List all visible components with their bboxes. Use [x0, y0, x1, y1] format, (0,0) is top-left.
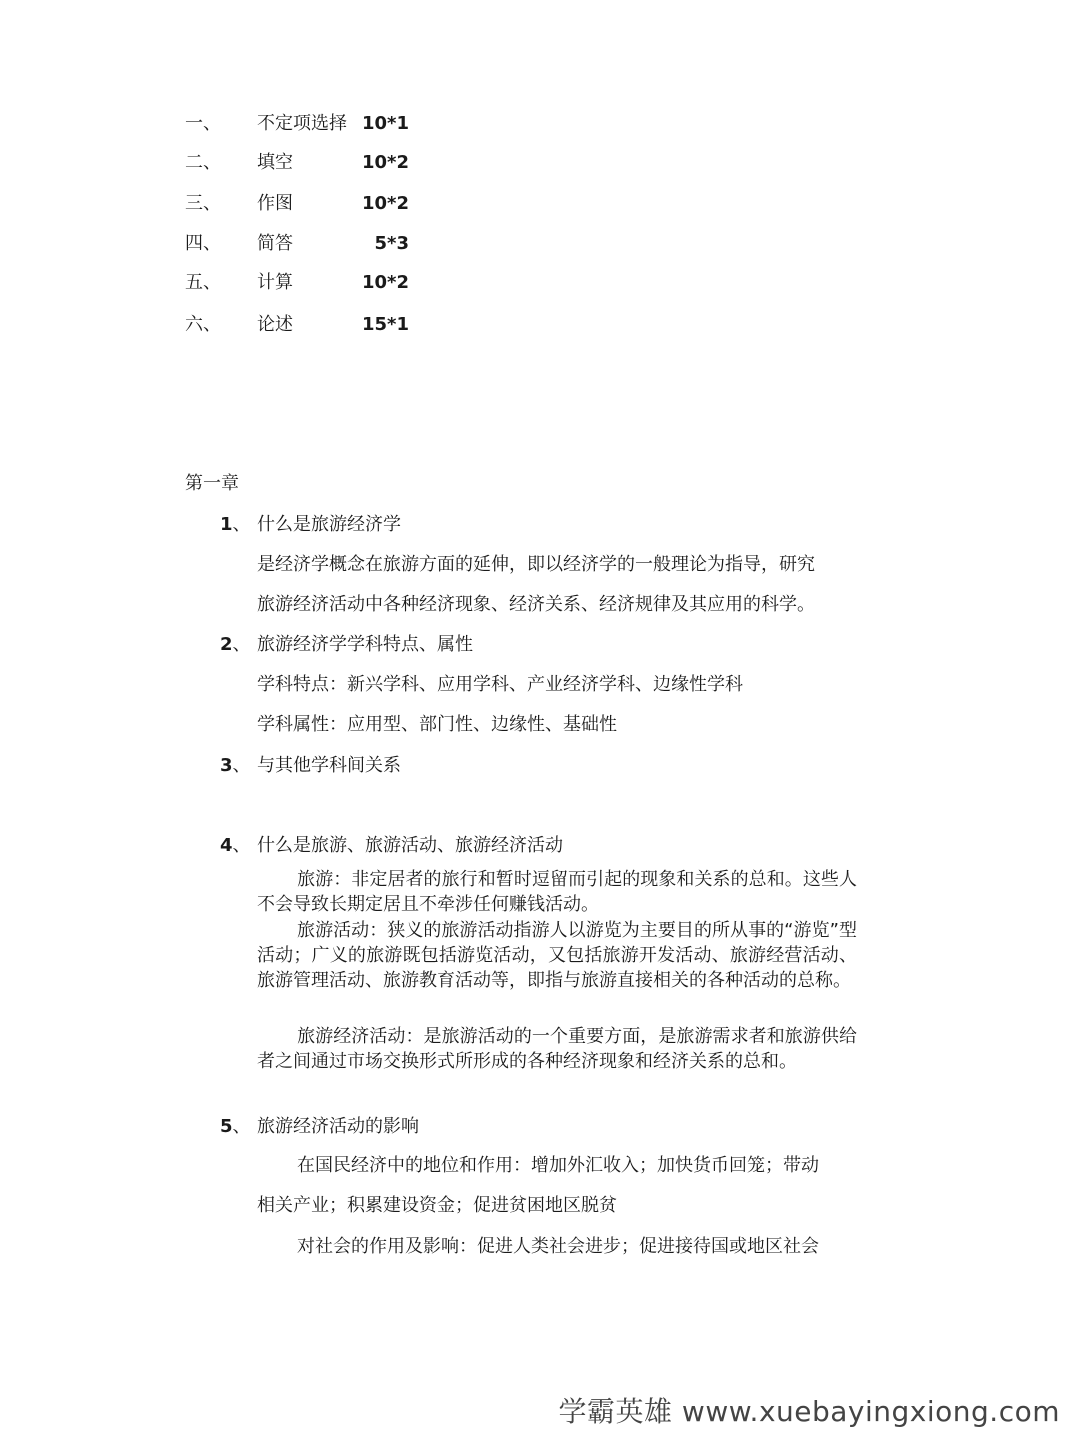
question-5-number: 5、 [220, 1116, 251, 1137]
score-row-6-num: 六、 [185, 314, 221, 335]
score-row-2-num: 二、 [185, 152, 221, 173]
question-4-paragraph-3: 旅游经济活动：是旅游活动的一个重要方面，是旅游需求者和旅游供给者之间通过市场交换形式所形成的各种经济现象和经济关系的总和。 [257, 1026, 857, 1072]
score-row-5-score: 10*2 [362, 272, 409, 293]
score-row-6-score: 15*1 [362, 314, 409, 335]
question-1-number: 1、 [220, 514, 251, 535]
question-4-paragraph-1: 旅游：非定居者的旅行和暂时逗留而引起的现象和关系的总和。这些人不会导致长期定居且不牵涉任何赚钱活动。 [257, 869, 857, 915]
question-2-answer-line-2: 学科属性：应用型、部门性、边缘性、基础性 [257, 714, 617, 735]
question-1-answer-line-2: 旅游经济活动中各种经济现象、经济关系、经济规律及其应用的科学。 [257, 594, 815, 615]
question-1-title: 什么是旅游经济学 [257, 514, 401, 535]
question-5-title: 旅游经济活动的影响 [257, 1116, 419, 1137]
question-5-answer-line-1: 在国民经济中的地位和作用：增加外汇收入；加快货币回笼；带动 [297, 1155, 819, 1176]
score-row-3-type: 作图 [257, 193, 293, 214]
chapter-title: 第一章 [185, 473, 239, 494]
score-row-4-score: 5*3 [374, 233, 409, 254]
score-row-1-num: 一、 [185, 113, 221, 134]
score-row-2-score: 10*2 [362, 152, 409, 173]
question-4-number: 4、 [220, 835, 251, 856]
question-2-number: 2、 [220, 634, 251, 655]
score-row-5-type: 计算 [257, 272, 293, 293]
score-row-4-type: 简答 [257, 233, 293, 254]
score-row-1-score: 10*1 [362, 113, 409, 134]
question-5-answer-line-3: 对社会的作用及影响：促进人类社会进步；促进接待国或地区社会 [297, 1236, 819, 1257]
score-row-3-score: 10*2 [362, 193, 409, 214]
question-2-title: 旅游经济学学科特点、属性 [257, 634, 473, 655]
watermark: 学霸英雄 www.xuebayingxiong.com [558, 1395, 1060, 1428]
question-3-title: 与其他学科间关系 [257, 755, 401, 776]
question-5-answer-line-2: 相关产业；积累建设资金；促进贫困地区脱贫 [257, 1195, 617, 1216]
question-4-paragraph-2: 旅游活动：狭义的旅游活动指游人以游览为主要目的所从事的“游览”型活动；广义的旅游既包括游览活动，又包括旅游开发活动、旅游经营活动、旅游管理活动、旅游教育活动等，即指与旅游直接相关的各种活动的总称。 [257, 920, 857, 991]
question-1-answer-line-1: 是经济学概念在旅游方面的延伸，即以经济学的一般理论为指导，研究 [257, 554, 815, 575]
score-row-3-num: 三、 [185, 193, 221, 214]
question-2-answer-line-1: 学科特点：新兴学科、应用学科、产业经济学科、边缘性学科 [257, 674, 743, 695]
score-row-6-type: 论述 [257, 314, 293, 335]
question-3-number: 3、 [220, 755, 251, 776]
question-4-title: 什么是旅游、旅游活动、旅游经济活动 [257, 835, 563, 856]
score-row-5-num: 五、 [185, 272, 221, 293]
score-row-2-type: 填空 [257, 152, 293, 173]
score-row-4-num: 四、 [185, 233, 221, 254]
score-row-1-type: 不定项选择 [257, 113, 347, 134]
